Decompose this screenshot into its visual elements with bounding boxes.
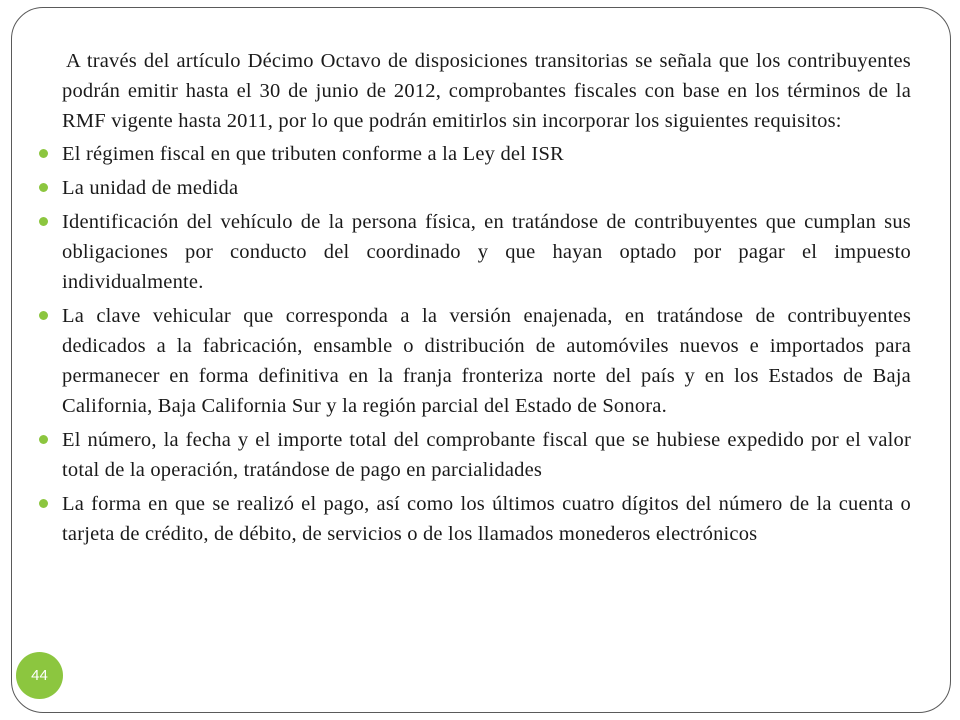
list-item xyxy=(39,425,911,485)
list-item-text: La clave vehicular que corresponda a la versión enajenada, en tratándose de contribuyentes dedicados a la fabricación, ensamble o distribución de automóviles nuevos e importados para permanecer en forma definitiva en la franja fronteriza norte del país y en los Estados de Baja California, Baja California Sur y la región parcial del Estado de Sonora. xyxy=(62,305,911,417)
list-item-text: Identificación del vehículo de la persona física, en tratándose de contribuyentes que cumplan sus obligaciones por conducto del coordinado y que hayan optado por pagar el impuesto individualmente. xyxy=(62,211,911,293)
bullet-dot-icon xyxy=(39,499,48,508)
page-number: 44 xyxy=(31,667,48,684)
list-item xyxy=(39,139,911,169)
list-item-text: El número, la fecha y el importe total del comprobante fiscal que se hubiese expedido por el valor total de la operación, tratándose de pago en parcialidades xyxy=(62,429,911,481)
list-item xyxy=(39,301,911,421)
bullet-dot-icon xyxy=(39,217,48,226)
list-item-text: La forma en que se realizó el pago, así como los últimos cuatro dígitos del número de la cuenta o tarjeta de crédito, de débito, de servicios o de los llamados monederos electrónicos xyxy=(62,493,911,545)
intro-paragraph: A través del artículo Décimo Octavo de disposiciones transitorias se señala que los contribuyentes podrán emitir hasta el 30 de junio de 2012, comprobantes fiscales con base en los términos de la RMF vigente hasta 2011, por lo que podrán emitirlos sin incorporar los siguientes requisitos: xyxy=(62,50,911,132)
bullet-dot-icon xyxy=(39,311,48,320)
requirements-list xyxy=(39,139,911,549)
list-item-text: El régimen fiscal en que tributen conforme a la Ley del ISR xyxy=(62,143,564,165)
list-item-text: La unidad de medida xyxy=(62,177,239,199)
list-item xyxy=(39,173,911,203)
bullet-dot-icon xyxy=(39,435,48,444)
slide-content xyxy=(39,46,911,553)
list-item xyxy=(39,207,911,297)
list-item xyxy=(39,489,911,549)
bullet-dot-icon xyxy=(39,149,48,158)
bullet-dot-icon xyxy=(39,183,48,192)
page-number-badge xyxy=(16,652,63,699)
